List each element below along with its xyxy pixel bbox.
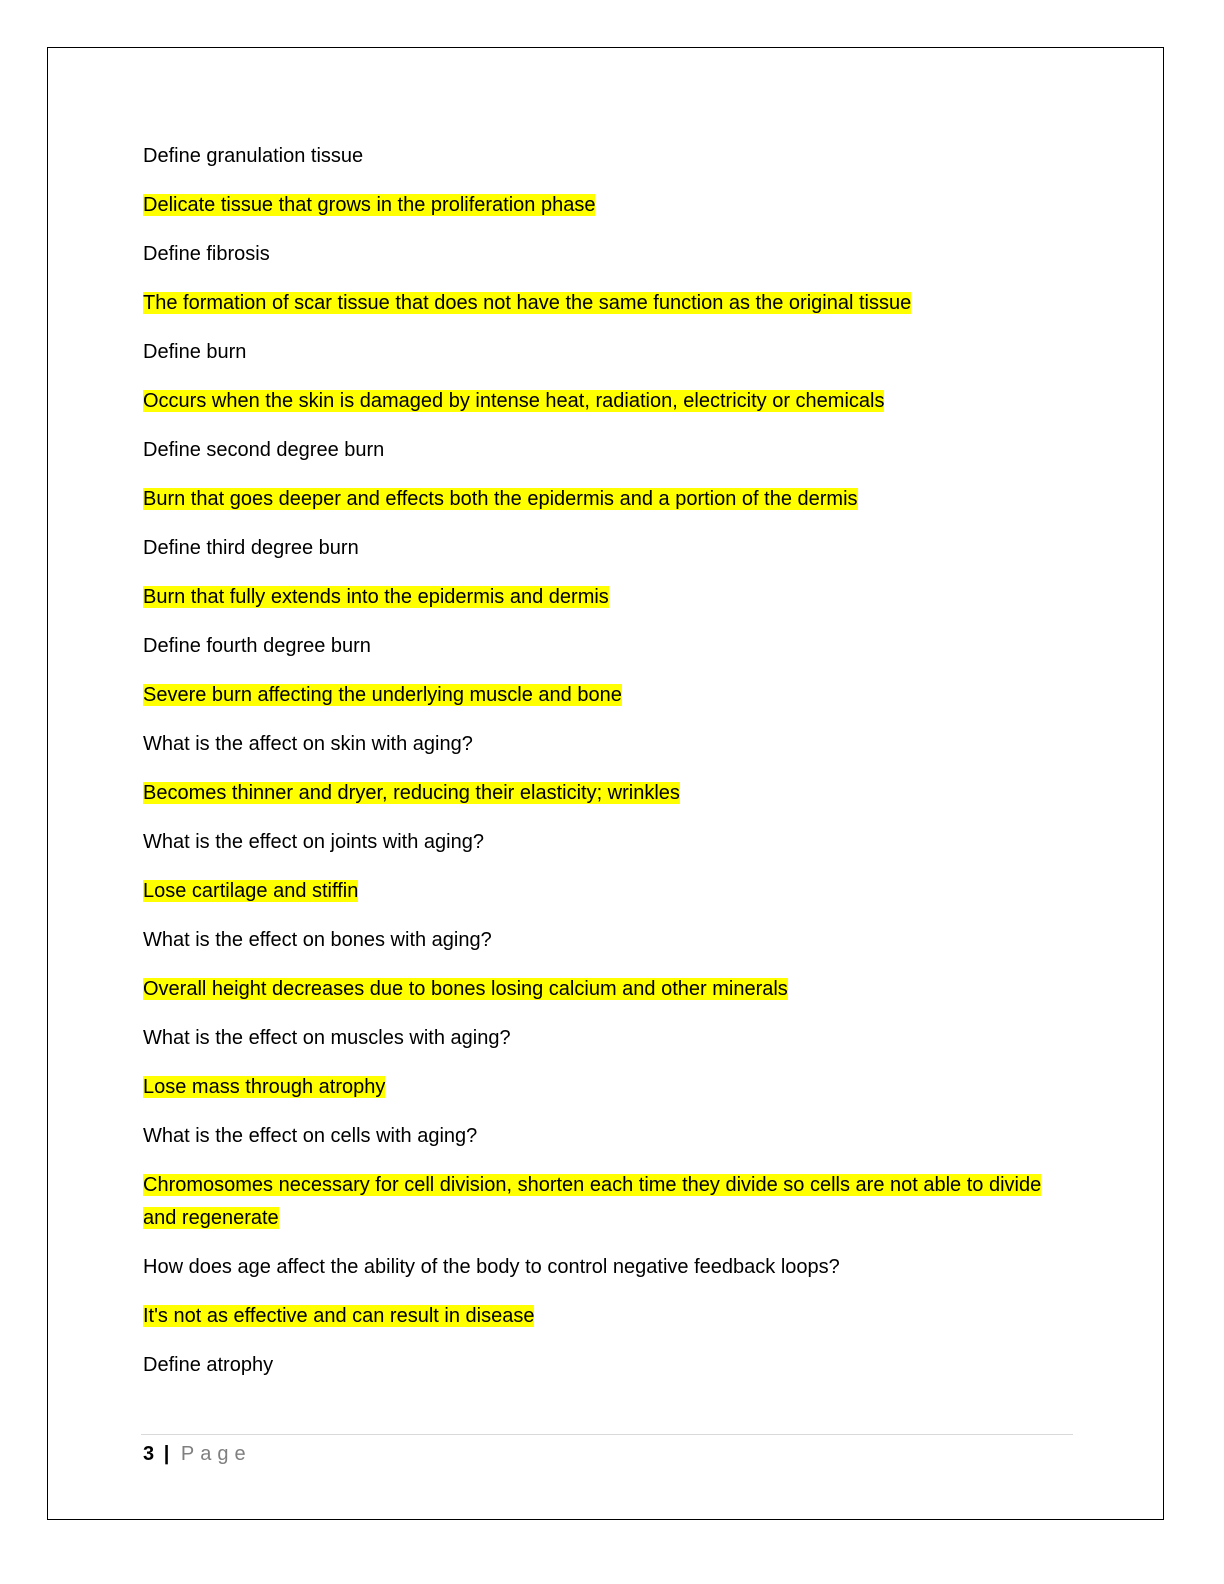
answer-paragraph (143, 483, 1073, 516)
answer-paragraph (143, 189, 1073, 222)
question-paragraph (143, 532, 1073, 565)
footer-divider (141, 1434, 1073, 1435)
answer-text: Overall height decreases due to bones losing calcium and other minerals (143, 978, 788, 1000)
answer-paragraph (143, 385, 1073, 418)
question-text: What is the effect on bones with aging? (143, 929, 492, 951)
question-paragraph (143, 434, 1073, 467)
answer-paragraph (143, 287, 1073, 320)
answer-paragraph (143, 1071, 1073, 1104)
answer-text: The formation of scar tissue that does not have the same function as the original tissue (143, 292, 912, 314)
page-footer (143, 1440, 252, 1468)
question-paragraph (143, 1251, 1073, 1284)
question-text: How does age affect the ability of the body to control negative feedback loops? (143, 1256, 840, 1278)
answer-text: Lose mass through atrophy (143, 1076, 386, 1098)
question-paragraph (143, 826, 1073, 859)
answer-text: Occurs when the skin is damaged by intense heat, radiation, electricity or chemicals (143, 390, 885, 412)
question-text: Define second degree burn (143, 439, 385, 461)
answer-text: Delicate tissue that grows in the proliferation phase (143, 194, 596, 216)
question-paragraph (143, 630, 1073, 663)
answer-text: It's not as effective and can result in disease (143, 1305, 535, 1327)
question-paragraph (143, 336, 1073, 369)
question-paragraph (143, 140, 1073, 173)
answer-paragraph (143, 679, 1073, 712)
answer-paragraph (143, 973, 1073, 1006)
question-text: What is the effect on joints with aging? (143, 831, 484, 853)
question-paragraph (143, 1022, 1073, 1055)
question-text: Define third degree burn (143, 537, 359, 559)
answer-text: Severe burn affecting the underlying muscle and bone (143, 684, 622, 706)
question-paragraph (143, 924, 1073, 957)
document-body (143, 140, 1073, 1398)
answer-text: Burn that goes deeper and effects both the epidermis and a portion of the dermis (143, 488, 858, 510)
answer-paragraph (143, 1300, 1073, 1333)
answer-paragraph (143, 875, 1073, 908)
question-paragraph (143, 728, 1073, 761)
page-number: 3 (143, 1443, 155, 1465)
question-text: Define fourth degree burn (143, 635, 371, 657)
question-text: What is the affect on skin with aging? (143, 733, 473, 755)
question-text: What is the effect on muscles with aging? (143, 1027, 511, 1049)
question-text: Define fibrosis (143, 243, 270, 265)
answer-paragraph (143, 777, 1073, 810)
answer-paragraph (143, 581, 1073, 614)
footer-separator: | (163, 1443, 170, 1465)
question-paragraph (143, 1120, 1073, 1153)
question-paragraph (143, 238, 1073, 271)
question-text: Define granulation tissue (143, 145, 364, 167)
answer-text: Burn that fully extends into the epidermis and dermis (143, 586, 609, 608)
page-label: Page (180, 1443, 252, 1465)
question-text: Define atrophy (143, 1354, 274, 1376)
answer-text: Becomes thinner and dryer, reducing their elasticity; wrinkles (143, 782, 680, 804)
answer-text: Chromosomes necessary for cell division, shorten each time they divide so cells are not able to divide and regenerate (143, 1174, 1042, 1229)
answer-paragraph (143, 1169, 1073, 1235)
answer-text: Lose cartilage and stiffin (143, 880, 359, 902)
question-text: What is the effect on cells with aging? (143, 1125, 478, 1147)
question-text: Define burn (143, 341, 247, 363)
question-paragraph (143, 1349, 1073, 1382)
